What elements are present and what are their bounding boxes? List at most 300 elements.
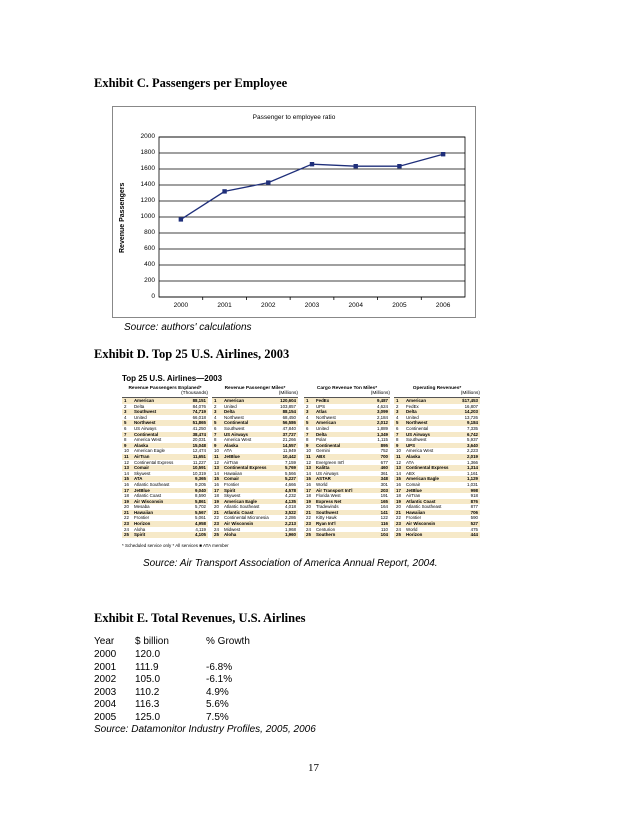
- passenger-chart: [112, 106, 476, 318]
- rank-cell: 17: [214, 487, 219, 493]
- rank-cell: 6: [306, 425, 309, 431]
- chart-title: Passenger to employee ratio: [252, 114, 336, 121]
- column-title: Operating Revenues*: [412, 386, 462, 391]
- billion-cell: 120.0: [135, 649, 161, 660]
- airline-cell: Continental Express: [406, 465, 449, 471]
- rank-cell: 15: [396, 476, 401, 482]
- airline-cell: Continental Express: [134, 459, 174, 465]
- value-cell: 110: [381, 526, 388, 532]
- airline-cell: Atlantic Coast: [134, 493, 162, 499]
- value-cell: 122: [380, 515, 388, 521]
- page-number: 17: [308, 762, 319, 774]
- value-cell: 2,012: [377, 420, 388, 426]
- value-cell: 37,727: [282, 431, 296, 437]
- header-year: Year: [94, 636, 115, 647]
- header-growth: % Growth: [206, 636, 250, 647]
- airline-row: [394, 532, 480, 538]
- value-cell: 527: [470, 521, 478, 527]
- airline-cell: Atlas: [316, 409, 327, 415]
- airline-row: [122, 532, 208, 538]
- rank-cell: 18: [306, 493, 311, 499]
- rank-cell: 12: [124, 459, 129, 465]
- rank-cell: 9: [396, 442, 399, 448]
- rank-cell: 22: [396, 515, 401, 521]
- rank-cell: 1: [396, 398, 399, 403]
- value-cell: 164: [380, 504, 388, 510]
- airline-cell: Horizon: [406, 532, 423, 538]
- y-tick-label: 1600: [140, 165, 155, 172]
- exhibit-c-heading: Exhibit C. Passengers per Employee: [94, 76, 288, 90]
- airline-cell: Northwest: [406, 420, 428, 426]
- airline-cell: Delta: [224, 409, 235, 415]
- growth-cell: 5.6%: [206, 699, 229, 710]
- growth-cell: -6.1%: [206, 674, 233, 685]
- value-cell: 165: [380, 498, 388, 504]
- rank-cell: 6: [396, 425, 399, 431]
- airline-cell: Comair: [406, 481, 421, 487]
- rank-cell: 7: [124, 431, 127, 437]
- value-cell: 120,604: [280, 398, 296, 403]
- value-cell: 14,203: [464, 409, 478, 415]
- value-cell: 5,566: [285, 470, 296, 476]
- airlines-table-footnote: * Scheduled service only * All services ■ ATA member: [122, 543, 229, 548]
- airline-cell: Continental: [134, 431, 159, 437]
- rank-cell: 13: [214, 465, 219, 471]
- rank-cell: 18: [396, 493, 401, 499]
- rank-cell: 20: [396, 504, 401, 510]
- rank-cell: 23: [124, 521, 129, 527]
- value-cell: 3,099: [377, 409, 388, 415]
- rank-cell: 2: [396, 403, 399, 409]
- rank-cell: 2: [306, 403, 309, 409]
- value-cell: 16,807: [464, 403, 478, 409]
- rank-cell: 18: [214, 493, 219, 499]
- value-cell: 4,119: [195, 526, 206, 532]
- value-cell: 361: [380, 470, 388, 476]
- rank-cell: 15: [214, 476, 219, 482]
- value-cell: 88,151: [192, 398, 206, 403]
- rank-cell: 22: [124, 515, 129, 521]
- value-cell: 8,590: [195, 493, 206, 499]
- x-tick-label: 2003: [304, 302, 320, 309]
- rank-cell: 15: [124, 476, 129, 482]
- value-cell: 752: [380, 448, 388, 454]
- airline-cell: American Eagle: [406, 476, 439, 482]
- rank-cell: 14: [214, 470, 219, 476]
- rank-cell: 4: [124, 414, 127, 420]
- value-cell: 6,742: [467, 431, 478, 437]
- year-cell: 2001: [94, 661, 117, 673]
- value-cell: 4,232: [285, 493, 296, 499]
- rank-cell: 7: [306, 431, 309, 437]
- airline-cell: JetBlue: [406, 487, 422, 493]
- rank-cell: 11: [124, 453, 129, 459]
- rank-cell: 10: [396, 448, 401, 454]
- rank-cell: 23: [306, 521, 311, 527]
- airline-cell: Continental Express: [224, 465, 267, 471]
- airline-cell: US Airways: [406, 431, 430, 437]
- airlines-column: [122, 386, 208, 540]
- value-cell: 5,061: [195, 515, 206, 521]
- rank-cell: 14: [124, 470, 129, 476]
- billion-cell: 116.3: [135, 699, 160, 710]
- top-airlines-table: [118, 372, 482, 552]
- value-cell: 1,889: [377, 425, 388, 431]
- airline-cell: Air Transport Int'l: [316, 487, 353, 493]
- revenue-row: [94, 687, 294, 700]
- airline-cell: Frontier: [224, 481, 240, 487]
- rank-cell: 20: [214, 504, 219, 510]
- rank-cell: 21: [306, 509, 311, 515]
- airlines-column-header: [304, 386, 390, 398]
- revenue-table-header: [94, 636, 294, 649]
- value-cell: 475: [470, 526, 478, 532]
- value-cell: 41,250: [192, 425, 206, 431]
- rank-cell: 3: [306, 409, 309, 415]
- airline-cell: Horizon: [134, 521, 151, 527]
- rank-cell: 1: [306, 398, 309, 403]
- value-cell: 877: [470, 504, 478, 510]
- airline-cell: American: [224, 398, 245, 403]
- revenue-table: [94, 636, 314, 726]
- value-cell: 1,314: [467, 465, 478, 471]
- value-cell: 66,018: [192, 414, 206, 420]
- value-cell: 88,154: [282, 409, 296, 415]
- value-cell: 2,223: [467, 448, 478, 454]
- rank-cell: 12: [396, 459, 401, 465]
- billion-cell: 111.9: [135, 661, 159, 673]
- airline-cell: Northwest: [224, 414, 244, 420]
- rank-cell: 6: [214, 425, 217, 431]
- airline-cell: Tradewinds: [316, 504, 339, 510]
- airline-cell: AirTran: [406, 493, 421, 499]
- exhibit-c-source: Source: authors' calculations: [124, 322, 252, 333]
- rank-cell: 25: [124, 532, 129, 538]
- airline-cell: Centurion: [316, 526, 336, 532]
- value-cell: 68,450: [282, 414, 296, 420]
- value-cell: 706: [470, 509, 478, 515]
- airline-cell: UPS: [406, 442, 416, 448]
- value-cell: 5,227: [285, 476, 296, 482]
- airline-cell: Comair: [134, 465, 150, 471]
- year-cell: 2005: [94, 711, 117, 723]
- value-cell: 11,227: [192, 459, 206, 465]
- airline-cell: Kitty Hawk: [316, 515, 337, 521]
- airline-cell: Delta: [406, 409, 417, 415]
- airline-cell: Alaska: [134, 442, 149, 448]
- rank-cell: 16: [396, 481, 401, 487]
- rank-cell: 16: [306, 481, 311, 487]
- rank-cell: 10: [214, 448, 219, 454]
- value-cell: 11,651: [192, 453, 206, 459]
- column-title: Revenue Passenger Miles*: [224, 386, 286, 391]
- value-cell: 13,726: [464, 414, 478, 420]
- value-cell: 51,865: [192, 420, 206, 426]
- value-cell: 10,442: [282, 453, 296, 459]
- airline-cell: American: [134, 398, 155, 403]
- rank-cell: 12: [214, 459, 219, 465]
- header-billion: $ billion: [135, 636, 169, 647]
- column-title: Cargo Revenue Ton Miles*: [316, 386, 378, 391]
- exhibit-e-heading: Exhibit E. Total Revenues, U.S. Airlines: [94, 611, 306, 625]
- value-cell: 2,213: [285, 521, 296, 527]
- value-cell: 3,522: [285, 509, 296, 515]
- rank-cell: 12: [306, 459, 311, 465]
- value-cell: 5,937: [467, 437, 478, 443]
- value-cell: 9,205: [195, 481, 206, 487]
- airlines-table-title: Top 25 U.S. Airlines—2003: [122, 374, 223, 383]
- x-tick-label: 2004: [348, 302, 363, 309]
- value-cell: 4,624: [377, 403, 388, 409]
- rank-cell: 4: [306, 414, 309, 420]
- airline-cell: American: [406, 398, 427, 403]
- value-cell: 590: [470, 515, 478, 521]
- value-cell: 56,586: [282, 420, 296, 426]
- airline-cell: Express Net: [316, 498, 342, 504]
- rank-cell: 21: [396, 509, 401, 515]
- value-cell: 10,591: [192, 465, 206, 471]
- rank-cell: 23: [396, 521, 401, 527]
- value-cell: 4,105: [195, 532, 206, 538]
- rank-cell: 5: [124, 420, 127, 426]
- rank-cell: 22: [214, 515, 219, 521]
- rank-cell: 11: [396, 453, 401, 459]
- growth-cell: -6.8%: [206, 661, 233, 673]
- airline-cell: Continental: [406, 425, 429, 431]
- rank-cell: 3: [124, 409, 127, 415]
- airline-cell: Southern: [316, 532, 336, 538]
- rank-cell: 5: [306, 420, 309, 426]
- data-point: [397, 164, 401, 168]
- rank-cell: 18: [124, 493, 129, 499]
- y-tick-label: 1000: [140, 213, 155, 220]
- airline-row: [212, 532, 298, 538]
- airline-cell: JetBlue: [134, 487, 150, 493]
- data-point: [354, 164, 358, 168]
- value-cell: 895: [380, 442, 388, 448]
- value-cell: 1,129: [467, 476, 478, 482]
- airline-cell: Florida West: [316, 493, 341, 499]
- airline-cell: Skywest: [134, 470, 151, 476]
- airline-cell: United: [406, 414, 419, 420]
- rank-cell: 24: [396, 526, 401, 532]
- value-cell: 116: [380, 521, 388, 527]
- airline-cell: Ryan Int'l: [316, 521, 336, 527]
- value-cell: 20,031: [192, 437, 206, 443]
- rank-cell: 23: [214, 521, 219, 527]
- x-tick-label: 2005: [392, 302, 407, 309]
- value-cell: 5,861: [195, 498, 206, 504]
- rank-cell: 20: [306, 504, 311, 510]
- airline-cell: Aloha: [224, 532, 237, 538]
- year-cell: 2003: [94, 686, 117, 698]
- data-point: [266, 180, 270, 184]
- airline-cell: Atlantic Southeast: [134, 481, 170, 487]
- value-cell: 348: [380, 476, 388, 482]
- value-cell: 74,719: [192, 409, 206, 415]
- airline-cell: American: [316, 420, 337, 426]
- value-cell: 1,366: [467, 459, 478, 465]
- rank-cell: 11: [214, 453, 219, 459]
- exhibit-e-source: Source: Datamonitor Industry Profiles, 2005, 2006: [94, 724, 316, 735]
- rank-cell: 7: [214, 431, 217, 437]
- value-cell: 444: [470, 532, 478, 538]
- airlines-column-header: [122, 386, 208, 398]
- value-cell: 84,076: [192, 403, 206, 409]
- airline-cell: Kalitta: [316, 465, 330, 471]
- y-tick-label: 1400: [140, 181, 155, 188]
- rank-cell: 24: [124, 526, 129, 532]
- value-cell: 301: [380, 481, 388, 487]
- airline-cell: Evergreen Int'l: [316, 459, 345, 465]
- rank-cell: 17: [124, 487, 129, 493]
- x-tick-label: 2006: [435, 302, 451, 309]
- rank-cell: 20: [124, 504, 129, 510]
- y-tick-label: 800: [144, 229, 155, 236]
- airline-cell: Comair: [224, 476, 240, 482]
- rank-cell: 25: [396, 532, 401, 538]
- value-cell: 918: [470, 493, 478, 499]
- value-cell: 9,040: [195, 487, 206, 493]
- value-cell: 1,968: [285, 526, 296, 532]
- rank-cell: 25: [306, 532, 311, 538]
- value-cell: 191: [380, 493, 388, 499]
- airline-cell: JetBlue: [224, 453, 240, 459]
- rank-cell: 6: [124, 425, 127, 431]
- rank-cell: 7: [396, 431, 399, 437]
- airline-cell: US Airways: [224, 431, 248, 437]
- airline-cell: World: [406, 526, 418, 532]
- rank-cell: 1: [214, 398, 217, 403]
- billion-cell: 125.0: [135, 711, 161, 723]
- value-cell: 7,335: [467, 425, 478, 431]
- value-cell: 14,557: [282, 442, 296, 448]
- rank-cell: 8: [124, 437, 127, 443]
- value-cell: 4,666: [285, 481, 296, 487]
- airline-cell: Delta: [134, 403, 145, 409]
- airline-cell: Southwest: [224, 425, 245, 431]
- rank-cell: 10: [306, 448, 311, 454]
- value-cell: 2,019: [467, 453, 478, 459]
- data-point: [179, 217, 183, 221]
- value-cell: 9,184: [467, 420, 478, 426]
- airline-cell: Delta: [316, 431, 327, 437]
- airlines-column: [304, 386, 390, 540]
- rank-cell: 14: [306, 470, 311, 476]
- airline-cell: Hawaiian: [134, 509, 154, 515]
- rank-cell: 9: [214, 442, 217, 448]
- airline-cell: Southwest: [406, 437, 427, 443]
- value-cell: 47,840: [282, 425, 296, 431]
- airline-cell: Alaska: [224, 442, 239, 448]
- airline-cell: Air Wisconsin: [224, 521, 254, 527]
- y-tick-label: 0: [151, 293, 155, 300]
- rank-cell: 13: [124, 465, 129, 471]
- value-cell: 876: [470, 498, 478, 504]
- value-cell: 9,365: [195, 476, 206, 482]
- airline-cell: Polar: [316, 437, 327, 443]
- rank-cell: 4: [214, 414, 217, 420]
- value-cell: 5,769: [285, 465, 296, 471]
- value-cell: 3,640: [467, 442, 478, 448]
- value-cell: 5,567: [195, 509, 206, 515]
- rank-cell: 19: [214, 498, 219, 504]
- y-tick-label: 600: [144, 245, 155, 252]
- rank-cell: 15: [306, 476, 311, 482]
- rank-cell: 3: [214, 409, 217, 415]
- rank-cell: 5: [396, 420, 399, 426]
- value-cell: 700: [380, 453, 388, 459]
- value-cell: 11,949: [282, 448, 296, 454]
- value-cell: 10,319: [192, 470, 206, 476]
- airline-cell: America West: [406, 448, 434, 454]
- y-tick-label: 2000: [140, 133, 155, 140]
- year-cell: 2002: [94, 674, 117, 685]
- value-cell: 141: [380, 509, 388, 515]
- airline-cell: Mesaba: [134, 504, 150, 510]
- rank-cell: 13: [306, 465, 311, 471]
- airline-cell: Gemini: [316, 448, 330, 454]
- value-cell: 4,018: [285, 504, 296, 510]
- rank-cell: 24: [214, 526, 219, 532]
- column-unit: (Millions): [278, 391, 298, 396]
- airline-cell: AirTran: [224, 459, 239, 465]
- airline-cell: World: [316, 481, 328, 487]
- value-cell: $17,453: [462, 398, 478, 403]
- value-cell: 15,048: [192, 442, 206, 448]
- growth-cell: 4.9%: [206, 686, 229, 698]
- airline-cell: AirTran: [134, 453, 150, 459]
- airlines-column: [394, 386, 480, 540]
- value-cell: 4,578: [285, 487, 296, 493]
- airline-cell: Skywest: [224, 493, 241, 499]
- airline-cell: America West: [134, 437, 162, 443]
- airline-cell: Air Wisconsin: [134, 498, 164, 504]
- value-cell: 12,474: [192, 448, 206, 454]
- airline-cell: Continental Micronesia: [224, 515, 269, 521]
- airline-cell: US Airways: [134, 425, 157, 431]
- airline-cell: United: [316, 425, 329, 431]
- rank-cell: 3: [396, 409, 399, 415]
- chart-y-label: Revenue Passengers: [119, 182, 126, 253]
- rank-cell: 16: [214, 481, 219, 487]
- rank-cell: 10: [124, 448, 129, 454]
- airline-cell: US Airways: [316, 470, 339, 476]
- airline-cell: ASTAR: [316, 476, 331, 482]
- airline-cell: FedEx: [316, 398, 330, 403]
- rank-cell: 2: [214, 403, 217, 409]
- rank-cell: 19: [396, 498, 401, 504]
- airline-cell: United: [134, 414, 147, 420]
- value-cell: 1,960: [285, 532, 296, 538]
- revenue-row: [94, 699, 294, 712]
- rank-cell: 8: [214, 437, 217, 443]
- rank-cell: 21: [124, 509, 129, 515]
- airline-row: [304, 532, 390, 538]
- airline-cell: ABX: [316, 453, 326, 459]
- value-cell: 2,184: [377, 414, 388, 420]
- rank-cell: 1: [124, 398, 127, 403]
- value-cell: 7,159: [285, 459, 296, 465]
- x-tick-label: 2000: [173, 302, 189, 309]
- airlines-column-header: [212, 386, 298, 398]
- year-cell: 2004: [94, 699, 117, 710]
- airline-cell: Hawaiian: [406, 509, 426, 515]
- airline-cell: Aloha: [134, 526, 146, 532]
- airline-cell: FedEx: [406, 403, 419, 409]
- y-tick-label: 1800: [140, 149, 155, 156]
- rank-cell: 9: [306, 442, 309, 448]
